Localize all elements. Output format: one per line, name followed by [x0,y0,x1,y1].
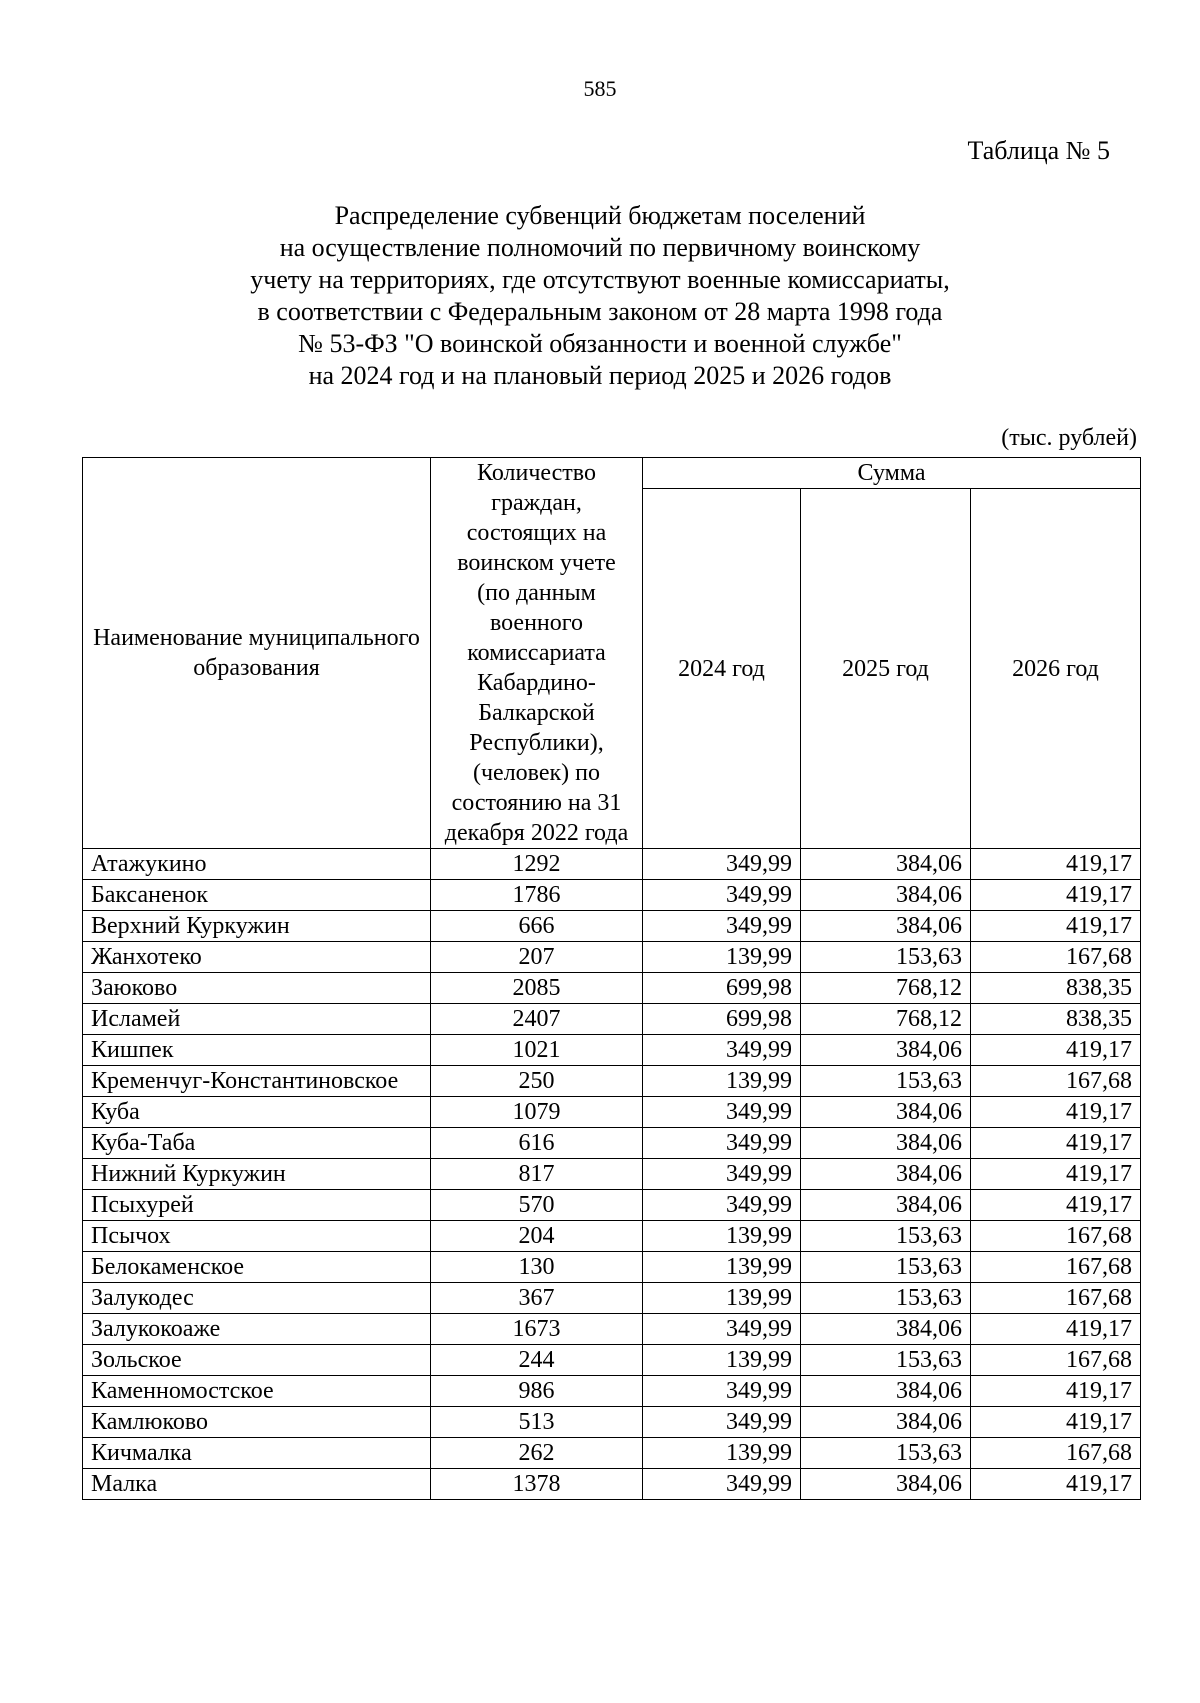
header-sum: Сумма [643,458,1141,489]
municipality-cell: Жанхотеко [83,942,431,973]
amount-2025-cell: 384,06 [801,1190,971,1221]
amount-2026-cell: 419,17 [971,849,1141,880]
table-body [83,849,1141,1500]
citizen-count-cell: 262 [431,1438,643,1469]
amount-2024-cell: 349,99 [643,1190,801,1221]
table-row [83,942,1141,973]
amount-2024-cell: 139,99 [643,1438,801,1469]
citizen-count-cell: 1292 [431,849,643,880]
municipality-cell: Куба [83,1097,431,1128]
amount-2025-cell: 153,63 [801,1252,971,1283]
amount-2025-cell: 153,63 [801,942,971,973]
municipality-cell: Атажукино [83,849,431,880]
table-row [83,1438,1141,1469]
amount-2025-cell: 384,06 [801,1376,971,1407]
citizen-count-cell: 2407 [431,1004,643,1035]
municipality-cell: Псычох [83,1221,431,1252]
table-row [83,849,1141,880]
amount-2024-cell: 699,98 [643,973,801,1004]
citizen-count-cell: 986 [431,1376,643,1407]
citizen-count-cell: 817 [431,1159,643,1190]
amount-2026-cell: 838,35 [971,1004,1141,1035]
municipality-cell: Исламей [83,1004,431,1035]
municipality-cell: Залукокоаже [83,1314,431,1345]
amount-2025-cell: 384,06 [801,1469,971,1500]
table-label: Таблица № 5 [967,136,1110,165]
amount-2025-cell: 153,63 [801,1066,971,1097]
citizen-count-cell: 207 [431,942,643,973]
citizen-count-cell: 513 [431,1407,643,1438]
header-municipality: Наименование муниципального образования [83,458,431,849]
municipality-cell: Каменномостское [83,1376,431,1407]
amount-2026-cell: 419,17 [971,1097,1141,1128]
amount-2026-cell: 838,35 [971,973,1141,1004]
amount-2026-cell: 419,17 [971,1469,1141,1500]
citizen-count-cell: 367 [431,1283,643,1314]
municipality-cell: Псыхурей [83,1190,431,1221]
table-row [83,1314,1141,1345]
title-line: в соответствии с Федеральным законом от 28 марта 1998 года [257,297,943,326]
title-line: на 2024 год и на плановый период 2025 и 2026 годов [308,361,892,390]
amount-2026-cell: 167,68 [971,1283,1141,1314]
subvention-table [82,457,1141,1500]
header-year-2026: 2026 год [971,489,1141,849]
title-line: Распределение субвенций бюджетам поселений [334,201,866,230]
amount-2025-cell: 384,06 [801,1128,971,1159]
amount-2024-cell: 139,99 [643,1066,801,1097]
amount-2024-cell: 349,99 [643,1097,801,1128]
table-row [83,1221,1141,1252]
amount-2024-cell: 139,99 [643,1283,801,1314]
amount-2025-cell: 153,63 [801,1438,971,1469]
citizen-count-cell: 244 [431,1345,643,1376]
amount-2026-cell: 167,68 [971,1345,1141,1376]
amount-2024-cell: 349,99 [643,1035,801,1066]
title-line: учету на территориях, где отсутствуют военные комиссариаты, [250,265,950,294]
amount-2025-cell: 384,06 [801,1097,971,1128]
table-row [83,1407,1141,1438]
municipality-cell: Баксаненок [83,880,431,911]
table-row [83,1097,1141,1128]
citizen-count-cell: 1673 [431,1314,643,1345]
amount-2025-cell: 384,06 [801,911,971,942]
amount-2026-cell: 419,17 [971,1035,1141,1066]
table-row [83,1345,1141,1376]
municipality-cell: Заюково [83,973,431,1004]
table-row [83,1066,1141,1097]
amount-2024-cell: 349,99 [643,1407,801,1438]
amount-2026-cell: 419,17 [971,880,1141,911]
page-number: 585 [583,76,617,101]
table-row [83,1035,1141,1066]
amount-2026-cell: 167,68 [971,942,1141,973]
municipality-cell: Кременчуг-Константиновское [83,1066,431,1097]
amount-2024-cell: 349,99 [643,911,801,942]
table-row [83,911,1141,942]
amount-2025-cell: 384,06 [801,1314,971,1345]
amount-2026-cell: 167,68 [971,1438,1141,1469]
amount-2026-cell: 167,68 [971,1221,1141,1252]
table-row [83,973,1141,1004]
amount-2024-cell: 349,99 [643,849,801,880]
amount-2026-cell: 419,17 [971,911,1141,942]
amount-2024-cell: 139,99 [643,1252,801,1283]
table-row [83,1004,1141,1035]
table-row [83,1469,1141,1500]
amount-2026-cell: 419,17 [971,1376,1141,1407]
citizen-count-cell: 250 [431,1066,643,1097]
header-citizen-count: Количество граждан, состоящих на воинском учете (по данным военного комиссариата Кабардино-Балкарской Республики), (человек) по состоянию на 31 декабря 2022 года [431,458,643,849]
amount-2024-cell: 139,99 [643,1345,801,1376]
table-row [83,1252,1141,1283]
amount-2025-cell: 153,63 [801,1221,971,1252]
amount-2026-cell: 167,68 [971,1066,1141,1097]
amount-2026-cell: 419,17 [971,1407,1141,1438]
municipality-cell: Залукодес [83,1283,431,1314]
title-line: № 53-ФЗ "О воинской обязанности и военной службе" [298,329,902,358]
amount-2025-cell: 384,06 [801,1159,971,1190]
amount-2024-cell: 699,98 [643,1004,801,1035]
amount-2025-cell: 153,63 [801,1345,971,1376]
municipality-cell: Верхний Куркужин [83,911,431,942]
citizen-count-cell: 1021 [431,1035,643,1066]
citizen-count-cell: 1079 [431,1097,643,1128]
amount-2026-cell: 419,17 [971,1314,1141,1345]
citizen-count-cell: 204 [431,1221,643,1252]
amount-2024-cell: 139,99 [643,1221,801,1252]
municipality-cell: Куба-Таба [83,1128,431,1159]
amount-2026-cell: 167,68 [971,1252,1141,1283]
amount-2024-cell: 349,99 [643,1128,801,1159]
table-row [83,1128,1141,1159]
amount-2025-cell: 384,06 [801,880,971,911]
table-row [83,880,1141,911]
citizen-count-cell: 570 [431,1190,643,1221]
amount-2024-cell: 349,99 [643,1376,801,1407]
citizen-count-cell: 130 [431,1252,643,1283]
municipality-cell: Нижний Куркужин [83,1159,431,1190]
citizen-count-cell: 616 [431,1128,643,1159]
amount-2024-cell: 349,99 [643,1469,801,1500]
amount-2024-cell: 349,99 [643,1159,801,1190]
amount-2025-cell: 384,06 [801,1407,971,1438]
municipality-cell: Белокаменское [83,1252,431,1283]
citizen-count-cell: 2085 [431,973,643,1004]
amount-2024-cell: 139,99 [643,942,801,973]
amount-2024-cell: 349,99 [643,1314,801,1345]
municipality-cell: Малка [83,1469,431,1500]
header-year-2025: 2025 год [801,489,971,849]
header-year-2024: 2024 год [643,489,801,849]
amount-2025-cell: 153,63 [801,1283,971,1314]
citizen-count-cell: 1786 [431,880,643,911]
amount-2025-cell: 384,06 [801,1035,971,1066]
unit-note: (тыс. рублей) [1001,425,1137,451]
amount-2024-cell: 349,99 [643,880,801,911]
amount-2025-cell: 768,12 [801,973,971,1004]
municipality-cell: Кишпек [83,1035,431,1066]
amount-2025-cell: 768,12 [801,1004,971,1035]
table-row [83,1283,1141,1314]
municipality-cell: Камлюково [83,1407,431,1438]
amount-2026-cell: 419,17 [971,1128,1141,1159]
table-row [83,1190,1141,1221]
amount-2025-cell: 384,06 [801,849,971,880]
table-row [83,1159,1141,1190]
document-title [130,200,1070,392]
header-row [83,458,1141,489]
municipality-cell: Зольское [83,1345,431,1376]
amount-2026-cell: 419,17 [971,1190,1141,1221]
title-line: на осуществление полномочий по первичному воинскому [279,233,921,262]
table-row [83,1376,1141,1407]
amount-2026-cell: 419,17 [971,1159,1141,1190]
citizen-count-cell: 666 [431,911,643,942]
municipality-cell: Кичмалка [83,1438,431,1469]
citizen-count-cell: 1378 [431,1469,643,1500]
